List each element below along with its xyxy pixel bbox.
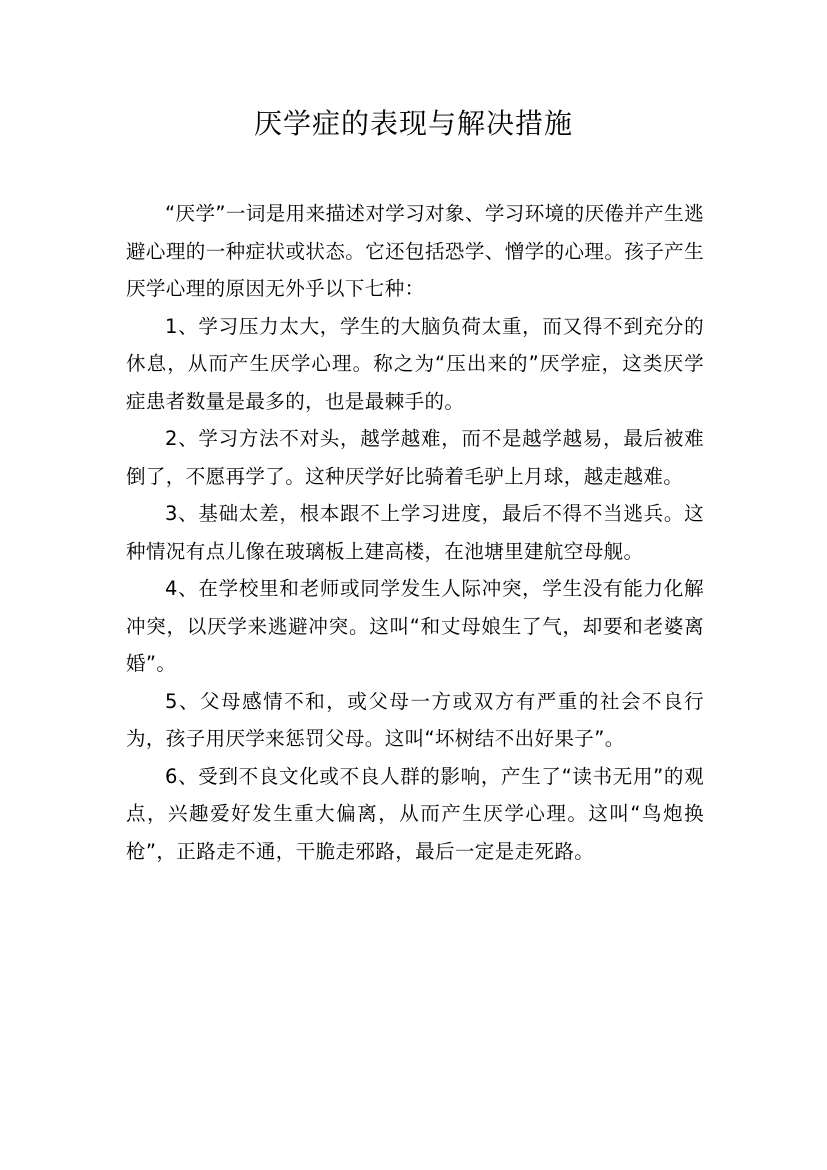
paragraph-reason-4: 4、在学校里和老师或同学发生人际冲突，学生没有能力化解冲突，以厌学来逃避冲突。这叫“和丈母娘生了气，却要和老婆离婚”。 [126,577,704,675]
page-title: 厌学症的表现与解决措施 [253,107,573,140]
paragraph-reason-3: 3、基础太差，根本跟不上学习进度，最后不得不当逃兵。这种情况有点儿像在玻璃板上建高楼，在池塘里建航空母舰。 [126,502,704,563]
paragraph-reason-1: 1、学习压力太大，学生的大脑负荷太重，而又得不到充分的休息，从而产生厌学心理。称之为“压出来的”厌学症，这类厌学症患者数量是最多的，也是最棘手的。 [126,314,704,413]
paragraph-reason-2: 2、学习方法不对头，越学越难，而不是越学越易，最后被难倒了，不愿再学了。这种厌学好比骑着毛驴上月球，越走越难。 [126,427,704,488]
paragraph-reason-6: 6、受到不良文化或不良人群的影响，产生了“读书无用”的观点，兴趣爱好发生重大偏离，从而产生厌学心理。这叫“鸟炮换枪”，正路走不通，干脆走邪路，最后一定是走死路。 [126,764,704,863]
paragraph-intro: “厌学”一词是用来描述对学习对象、学习环境的厌倦并产生逃避心理的一种症状或状态。它还包括恐学、憎学的心理。孩子产生厌学心理的原因无外乎以下七种： [126,202,704,300]
document-body [126,195,704,870]
paragraph-reason-5: 5、父母感情不和，或父母一方或双方有严重的社会不良行为，孩子用厌学来惩罚父母。这叫“坏树结不出好果子”。 [126,689,704,750]
